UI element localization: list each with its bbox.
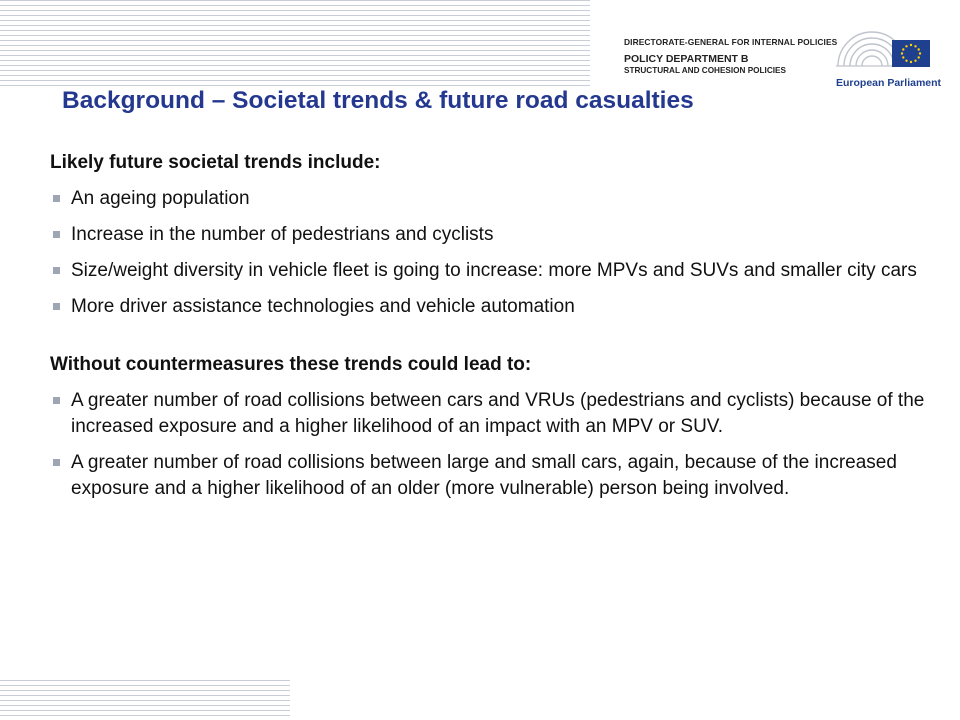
list-item	[50, 222, 940, 248]
policy-department: POLICY DEPARTMENT B	[624, 53, 749, 66]
decorative-stripes-top	[0, 0, 590, 90]
bullet-square-icon	[53, 397, 60, 404]
bullet-square-icon	[53, 303, 60, 310]
decorative-stripes-bottom	[0, 680, 290, 720]
policy-area: STRUCTURAL AND COHESION POLICIES	[624, 65, 786, 75]
european-parliament-name: European Parliament	[836, 77, 942, 89]
directorate-name: DIRECTORATE-GENERAL FOR INTERNAL POLICIES	[624, 37, 838, 47]
list-item-text: An ageing population	[71, 188, 250, 209]
list-item	[50, 450, 940, 502]
list-item	[50, 186, 940, 212]
slide-title: Background – Societal trends & future road casualties	[62, 87, 694, 114]
list-item	[50, 294, 940, 320]
list-item-text: A greater number of road collisions between cars and VRUs (pedestrians and cyclists) because of the increased exposure and a higher likelihood of an impact with an MPV or SUV.	[71, 390, 925, 437]
list-item-text: Increase in the number of pedestrians and cyclists	[71, 224, 494, 245]
bullet-square-icon	[53, 459, 60, 466]
bullet-square-icon	[53, 231, 60, 238]
bullet-square-icon	[53, 195, 60, 202]
section-heading-trends: Likely future societal trends include:	[50, 152, 381, 173]
bullet-square-icon	[53, 267, 60, 274]
european-parliament-logo	[832, 22, 942, 94]
trends-list	[50, 186, 940, 320]
list-item	[50, 388, 940, 440]
list-item-text: A greater number of road collisions between large and small cars, again, because of the increased exposure and a higher likelihood of an older (more vulnerable) person being involved.	[71, 452, 897, 499]
hemicycle-flag-icon	[832, 22, 932, 78]
slide-content	[50, 150, 940, 512]
section-heading-consequences: Without countermeasures these trends could lead to:	[50, 354, 532, 375]
list-item-text: Size/weight diversity in vehicle fleet is going to increase: more MPVs and SUVs and smaller city cars	[71, 260, 917, 281]
list-item-text: More driver assistance technologies and vehicle automation	[71, 296, 575, 317]
section-spacer	[50, 330, 940, 352]
consequences-list	[50, 388, 940, 502]
list-item	[50, 258, 940, 284]
directorate-header	[624, 37, 838, 75]
